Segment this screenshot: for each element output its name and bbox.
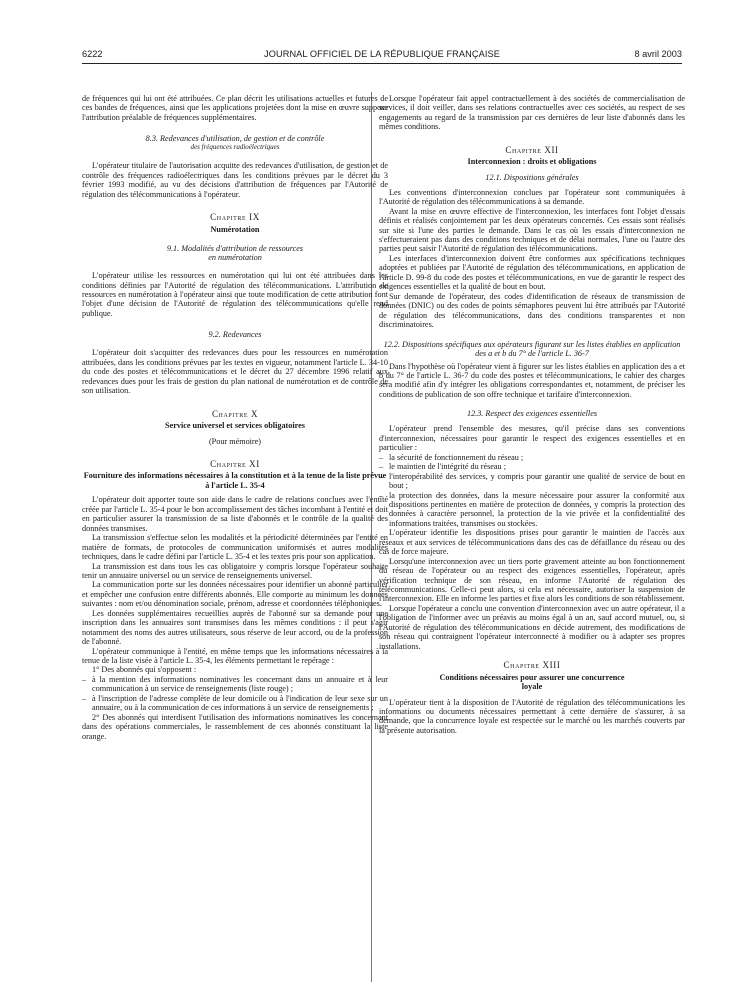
issue-date: 8 avril 2003 — [634, 49, 682, 59]
paragraph: L'opérateur communique à l'entité, en même temps que les informations nécessaires à la tenue de la liste visée à l'article L. 35-4, les éléments permettant le repérage : — [82, 646, 388, 666]
paragraph: L'opérateur doit apporter toute son aide dans le cadre de relations conclues avec l'entité créée par l'article L. 35-4 pour le bon accomplissement des tâches incombant à l'entité et doit en particulier assurer la transmission de sa liste d'abonnés et le contrôle de la qualité des données transmises. — [82, 495, 388, 533]
paragraph: La transmission s'effectue selon les modalités et la périodicité déterminées par l'entité en matière de formats, de protocoles de communication uniformisés et autres modalités techniques, dans le cadre défini par l'article L. 35-4 et les textes pris pour son application. — [82, 533, 388, 562]
dash-item: – à la mention des informations nominatives les concernant dans un annuaire et à leur communication à un service de renseignements (liste rouge) ; — [82, 675, 388, 694]
paragraph: Les conventions d'interconnexion conclues par l'opérateur sont communiquées à l'Autorité de régulation des télécommunications à sa demande. — [379, 187, 685, 207]
chapter-title: Service universel et services obligatoires — [165, 421, 305, 431]
section-heading-8-3 — [82, 134, 388, 152]
section-subtitle: en numérotation — [208, 253, 262, 263]
chapter-label: Chapitre IX — [210, 212, 260, 223]
section-heading-12-1: 12.1. Dispositions générales — [485, 172, 579, 182]
section-heading-9-1 — [82, 244, 388, 262]
chapter-label: Chapitre X — [211, 408, 259, 419]
chapter-title: Fourniture des informations nécessaires à la constitution et à la tenue de la liste prévue à l'article L. 35-4 — [83, 471, 387, 490]
paragraph: de fréquences qui lui ont été attribuées. Ce plan décrit les utilisations actuelles et futures de ces bandes de fréquences, ainsi que les applications projetées dont la mise en œuvre suppose l'attribution préalable de fréquences supplémentaires. — [82, 94, 388, 122]
header-rule — [82, 63, 682, 64]
paragraph: La transmission est dans tous les cas obligatoire y compris lorsque l'opérateur souhaite tenir un annuaire universel ou un service de renseignements universel. — [82, 561, 388, 580]
page-header — [82, 49, 682, 63]
paragraph: Les interfaces d'interconnexion doivent être conformes aux spécifications techniques adoptées et publiées par l'Autorité de régulation des télécommunications, en application de l'article D. 99-8 du code des postes et télécommunications, en vue de garantir le respect des exigences essentielles et la qualité de bout en bout. — [379, 253, 685, 292]
chapter-title: Conditions nécessaires pour assurer une concurrence loyale — [439, 672, 625, 692]
paragraph: La communication porte sur les données nécessaires pour identifier un abonné particulier et empêcher une confusion entre différents abonnés. Elle comporte au minimum les données suivantes : nom et/ou dénomination sociale, prénom, adresse et coordonnées téléphoniques. — [82, 580, 388, 609]
left-column — [82, 94, 388, 741]
section-subtitle: des fréquences radioélectriques — [190, 143, 280, 152]
paragraph: Les données supplémentaires recueillies auprès de l'abonné sur sa demande pour une inscription dans les annuaires sont transmises dans les mêmes conditions : il peut s'agir notamment des noms des autres utilisateurs, sous réserve de leur accord, ou de la profession de l'abonné. — [82, 608, 388, 647]
paragraph: Lorsqu'une interconnexion avec un tiers porte gravement atteinte au bon fonctionnement du réseau de l'opérateur ou au respect des exigences essentielles, l'opérateur, après vérification technique de son réseau, en informe l'Autorité de régulation des télécommunications. Celle-ci peut alors, si cela est nécessaire, autoriser la suspension de l'interconnexion. Elle en informe les parties et fixe alors les conditions de son rétablissement. — [379, 556, 685, 604]
paragraph: Lorsque l'opérateur fait appel contractuellement à des sociétés de commercialisation de services, il doit veiller, dans ses relations contractuelles avec ces sociétés, au respect de ses engagements au regard de la transmission par ces dernières de leur liste d'abonnés dans les mêmes conditions. — [379, 94, 685, 132]
right-column — [379, 94, 685, 735]
section-title: 9.1. Modalités d'attribution de ressources — [166, 244, 304, 254]
journal-title: JOURNAL OFFICIEL DE LA RÉPUBLIQUE FRANÇAISE — [264, 49, 500, 59]
paragraph: L'opérateur utilise les ressources en numérotation qui lui ont été attribuées dans les conditions définies par l'Autorité de régulation des télécommunications. L'attribution de ressources en numérotation à l'opérateur ainsi que toute modification de cette attribution font l'objet d'une décision de l'Autorité de régulation des télécommunications qu'elle rend publique. — [82, 271, 388, 318]
paragraph: L'opérateur identifie les dispositions prises pour garantir le maintien de l'accès aux réseaux et aux services de télécommunications dans des cas de défaillance du réseau ou des cas de force majeure. — [379, 528, 685, 557]
paragraph: L'opérateur prend l'ensemble des mesures, qu'il précise dans ses conventions d'interconnexion, nécessaires pour garantir le respect des exigences essentielles et en particulier : — [379, 424, 685, 453]
section-heading-9-2: 9.2. Redevances — [208, 330, 262, 340]
paragraph: Dans l'hypothèse où l'opérateur vient à figurer sur les listes établies en application des a et b du 7° de l'article L. 36-7 du code des postes et télécommunications, le cahier des charges sera modifié afin d'y intégrer les obligations correspondantes et, notamment, de préciser les conditions de publication de son offre technique et tarifaire d'interconnexion. — [379, 361, 685, 399]
dash-item: – la sécurité de fonctionnement du réseau ; — [379, 453, 685, 462]
dash-item: – le maintien de l'intégrité du réseau ; — [379, 462, 685, 471]
paragraph: L'opérateur titulaire de l'autorisation acquitte des redevances d'utilisation, de gestion et de contrôle des fréquences radioélectriques dans les conditions prévues par le décret du 3 février 1993 modifié, au vu des décisions d'attribution de fréquences par l'Autorité de régulation des télécommunications à l'opérateur. — [82, 161, 388, 199]
section-heading-12-3: 12.3. Respect des exigences essentielles — [466, 409, 598, 419]
dash-item: – l'interopérabilité des services, y compris pour garantir une qualité de service de bout en bout ; — [379, 472, 685, 491]
list-item: 1° Des abonnés qui s'opposent : — [92, 665, 197, 675]
chapter-title: Interconnexion : droits et obligations — [467, 157, 597, 167]
memo-note: (Pour mémoire) — [208, 436, 262, 446]
page-number: 6222 — [82, 49, 103, 59]
chapter-label: Chapitre XI — [210, 458, 260, 469]
chapter-title: Numérotation — [210, 224, 260, 234]
paragraph: Lorsque l'opérateur a conclu une convention d'interconnexion avec un autre opérateur, il a l'obligation de l'informer avec un préavis au moins égal à un an, sauf accord mutuel, ou, si l'Autorité de régulation des télécommunications en décide autrement, des modifications de son réseau qui contraignent l'opérateur interconnecté à modifier ou à adapter ses propres installations. — [379, 603, 685, 651]
section-title: 8.3. Redevances d'utilisation, de gestion et de contrôle — [145, 134, 325, 144]
section-heading-12-2: 12.2. Dispositions spécifiques aux opérateurs figurant sur les listes établies en application des a et b du 7° de l'article L. 36-7 — [383, 339, 681, 358]
list-item: 2° Des abonnés qui interdisent l'utilisation des informations nominatives les concernant dans des opérations commerciales, le rassemblement de ces abonnés constituant la liste orange. — [82, 712, 388, 741]
paragraph: L'opérateur tient à la disposition de l'Autorité de régulation des télécommunications les informations ou documents nécessaires permettant à cette dernière de s'assurer, à sa demande, que la concurrence loyale est respectée sur le marché ou les marchés couverts par la présente autorisation. — [379, 697, 685, 735]
chapter-label: Chapitre XII — [505, 144, 559, 155]
dash-item: – à l'inscription de l'adresse complète de leur domicile ou à l'indication de leur sexe sur un annuaire, ou à la communication de ces informations à un service de renseignements ; — [82, 694, 388, 713]
chapter-label: Chapitre XIII — [503, 660, 561, 671]
paragraph: L'opérateur doit s'acquitter des redevances dues pour les ressources en numérotation attribuées, dans les conditions prévues par les textes en vigueur, notamment l'article L. 34-10 du code des postes et télécommunications et le décret du 27 décembre 1996 relatif aux redevances dues pour les frais de gestion du plan national de numérotation et de contrôle de son utilisation. — [82, 348, 388, 396]
paragraph: Sur demande de l'opérateur, des codes d'identification de réseaux de transmission de données (DNIC) ou des codes de points sémaphores peuvent lui être attribués par l'Autorité de régulation des télécommunications, dans des conditions transparentes et non discriminatoires. — [379, 291, 685, 330]
dash-item: – la protection des données, dans la mesure nécessaire pour assurer la conformité aux dispositions pertinentes en matière de protection de données, y compris la protection des données à caractère personnel, la protection de la vie privée et la confidentialité des informations traitées, transmises ou stockées. — [379, 491, 685, 529]
paragraph: Avant la mise en œuvre effective de l'interconnexion, les interfaces font l'objet d'essais définis et réalisés conjointement par les deux opérateurs concernés. Ces essais sont réalisés sur site si l'une des parties le demande. Dans le cas où les essais d'interconnexion ne s'effectueraient pas dans des conditions techniques et de délai normales, l'une ou l'autre des parties peut saisir l'Autorité de régulation des télécommunications. — [379, 206, 685, 254]
